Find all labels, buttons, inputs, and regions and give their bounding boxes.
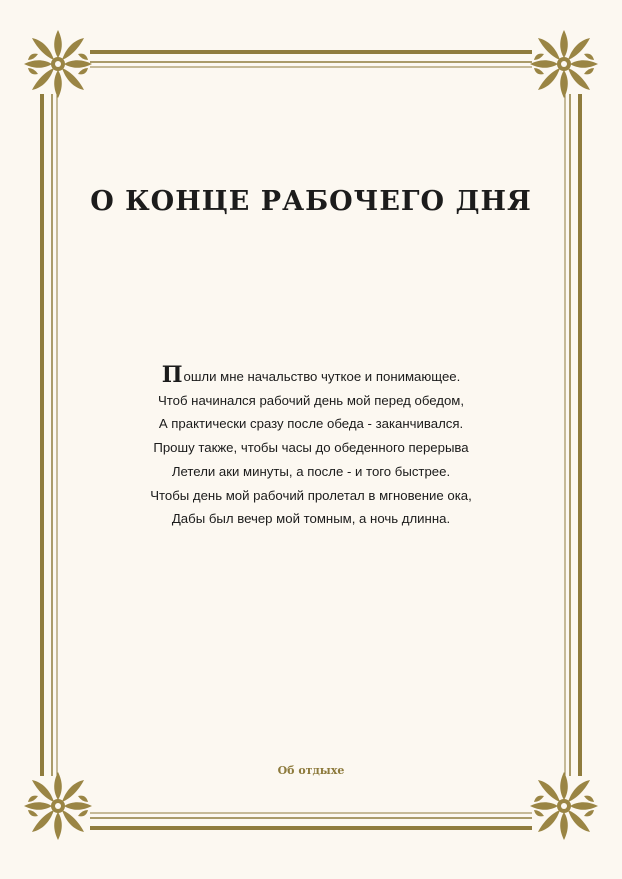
corner-ornament-top-right-icon [530, 30, 598, 98]
poem-line: Чтоб начинался рабочий день мой перед обедом, [157, 392, 465, 408]
poem-body [0, 362, 622, 531]
poem-line-text: ошли мне начальство чуткое и понимающее. [183, 369, 461, 384]
poem-line: Чтобы день мой рабочий пролетал в мгновение ока, [150, 487, 472, 503]
corner-ornament-bottom-right-icon [530, 772, 598, 840]
poem-dropcap: П [161, 362, 183, 388]
corner-ornament-bottom-left-icon [24, 772, 92, 840]
footer-label: Об отдыхе [277, 764, 345, 777]
poem-line: Прошу также, чтобы часы до обеденного перерыва [153, 440, 469, 456]
page-title: О КОНЦЕ РАБОЧЕГО ДНЯ [90, 186, 532, 217]
poem-line: А практически сразу после обеда - заканчивался. [158, 416, 464, 432]
corner-ornament-top-left-icon [24, 30, 92, 98]
poem-line: Дабы был вечер мой томным, а ночь длинна. [171, 511, 451, 527]
poem-line: Летели аки минуты, а после - и того быстрее. [171, 463, 451, 479]
poem-line [0, 362, 622, 389]
